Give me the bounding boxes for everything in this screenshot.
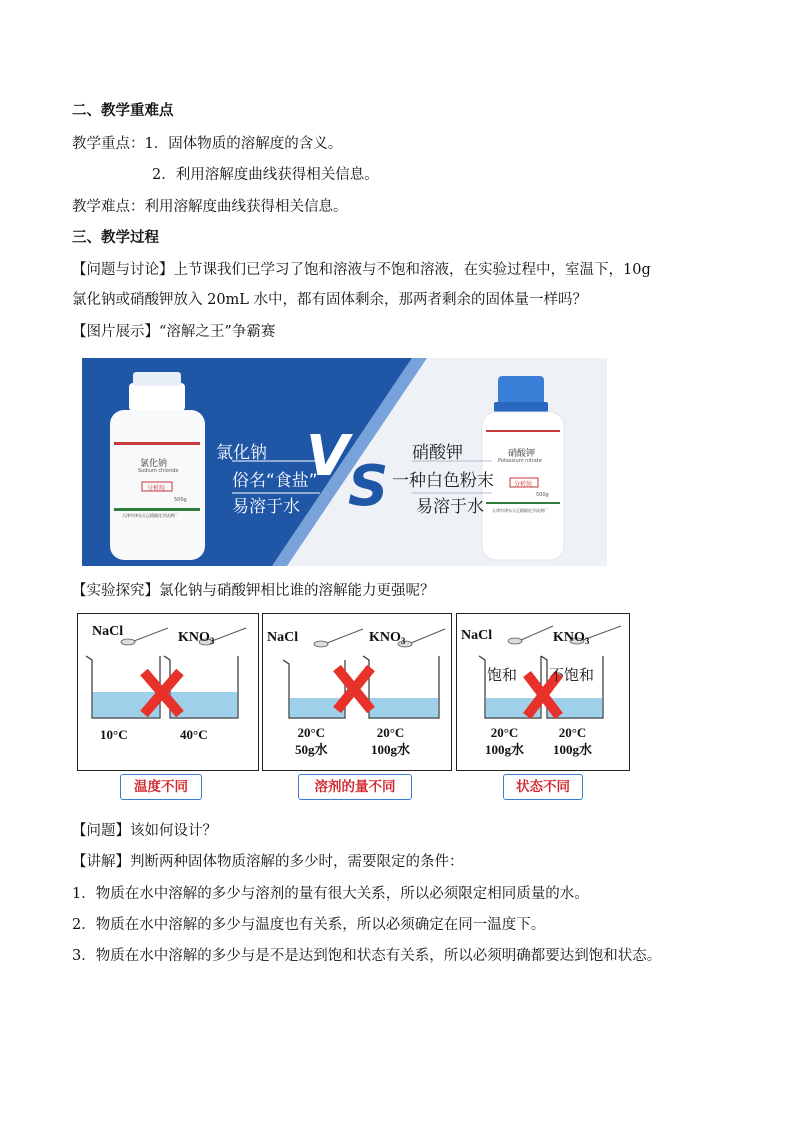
focus-label: 教学重点： (72, 136, 145, 152)
nacl-label: NaCl (461, 628, 493, 643)
panel1-left-caption: 10°C (100, 727, 128, 742)
saturated-label: 饱和 (487, 666, 518, 684)
experiment-intro: 【实验探究】氯化钠与硝酸钾相比谁的溶解能力更强呢？ (72, 583, 435, 599)
right-bottle-icon (482, 376, 564, 560)
kno3-label: $KNO_3$ (553, 630, 590, 646)
discussion-line-2: 氯化钠或硝酸钾放入 20mL 水中，都有固体剩余，那两者剩余的固体量一样吗？ (72, 292, 588, 308)
nacl-label: NaCl (267, 630, 299, 645)
red-cross-icon (337, 668, 371, 710)
focus-line-1 (72, 134, 342, 154)
kno3-label: $KNO_3$ (178, 630, 215, 646)
left-line-2: 易溶于水 (232, 497, 300, 517)
focus-item-2: 2．利用溶解度曲线获得相关信息。 (152, 167, 379, 183)
section-heading-3: 三、教学过程 (72, 229, 159, 246)
discussion-line-1: 【问题与讨论】上节课我们已学习了饱和溶液与不饱和溶液，在实验过程中，室温下，10g (72, 262, 651, 278)
lecture-intro: 【讲解】判断两种固体物质溶解的多少时，需要限定的条件： (72, 854, 464, 870)
tag-solvent: 溶剂的量不同 (298, 774, 412, 800)
focus-item-1: 1．固体物质的溶解度的含义。 (144, 136, 343, 152)
left-title: 氯化钠 (216, 443, 267, 463)
panel3-left-caption: 20°C 100g水 (485, 725, 525, 757)
kno3-label: $KNO_3$ (369, 630, 406, 646)
lecture-item-1: 1．物质在水中溶解的多少与溶剂的量有很大关系，所以必须限定相同质量的水。 (72, 886, 589, 902)
lecture-item-2: 2．物质在水中溶解的多少与温度也有关系，所以必须确定在同一温度下。 (72, 917, 546, 933)
panel1-right-caption: 40°C (180, 727, 208, 742)
right-title: 硝酸钾 (412, 443, 463, 463)
tag-state: 状态不同 (503, 774, 583, 800)
panel2-left-caption: 20°C 50g水 (295, 725, 328, 757)
experiment-panel-temperature (77, 613, 259, 771)
right-bottle-name: 硝酸钾 (508, 449, 536, 459)
vs-s: S (348, 454, 389, 519)
left-bottle-weight: 500g (174, 497, 187, 503)
left-bottle-en: Sodium chloride (138, 468, 179, 474)
lecture-item-3: 3．物质在水中溶解的多少与是不是达到饱和状态有关系，所以必须明确都要达到饱和状态。 (72, 948, 662, 964)
vs-v: V (306, 424, 350, 489)
right-line-1: 一种白色粉末 (392, 471, 494, 491)
right-bottle-maker: 天津市津东天正精细化学试剂厂 (492, 508, 548, 513)
panel2-right-caption: 20°C 100g水 (371, 725, 411, 757)
unsaturated-label: 不饱和 (549, 666, 595, 684)
panel3-right-caption: 20°C 100g水 (553, 725, 593, 757)
right-line-2: 易溶于水 (416, 497, 484, 517)
left-bottle-name: 氯化钠 (140, 459, 168, 469)
question-line: 【问题】该如何设计？ (72, 823, 217, 839)
section-heading-2: 二、教学重难点 (72, 102, 174, 119)
right-bottle-grade: 分析纯 (514, 481, 533, 488)
left-bottle-maker: 天津市津东天正精细化学试剂厂 (122, 513, 178, 518)
right-bottle-weight: 500g (536, 492, 549, 498)
difficulty-line: 教学难点：利用溶解度曲线获得相关信息。 (72, 199, 348, 215)
left-bottle-grade: 分析纯 (147, 485, 166, 492)
nacl-label: NaCl (92, 624, 124, 639)
dissolve-king-banner (82, 358, 607, 566)
picture-show-line: 【图片展示】“溶解之王”争霸赛 (72, 324, 276, 340)
right-bottle-en: Potassium nitrate (498, 458, 542, 464)
experiment-panel-solvent (262, 613, 452, 771)
left-line-1: 俗名“食盐” (232, 471, 318, 491)
tag-temperature: 温度不同 (120, 774, 202, 800)
experiment-panel-state (456, 613, 630, 771)
